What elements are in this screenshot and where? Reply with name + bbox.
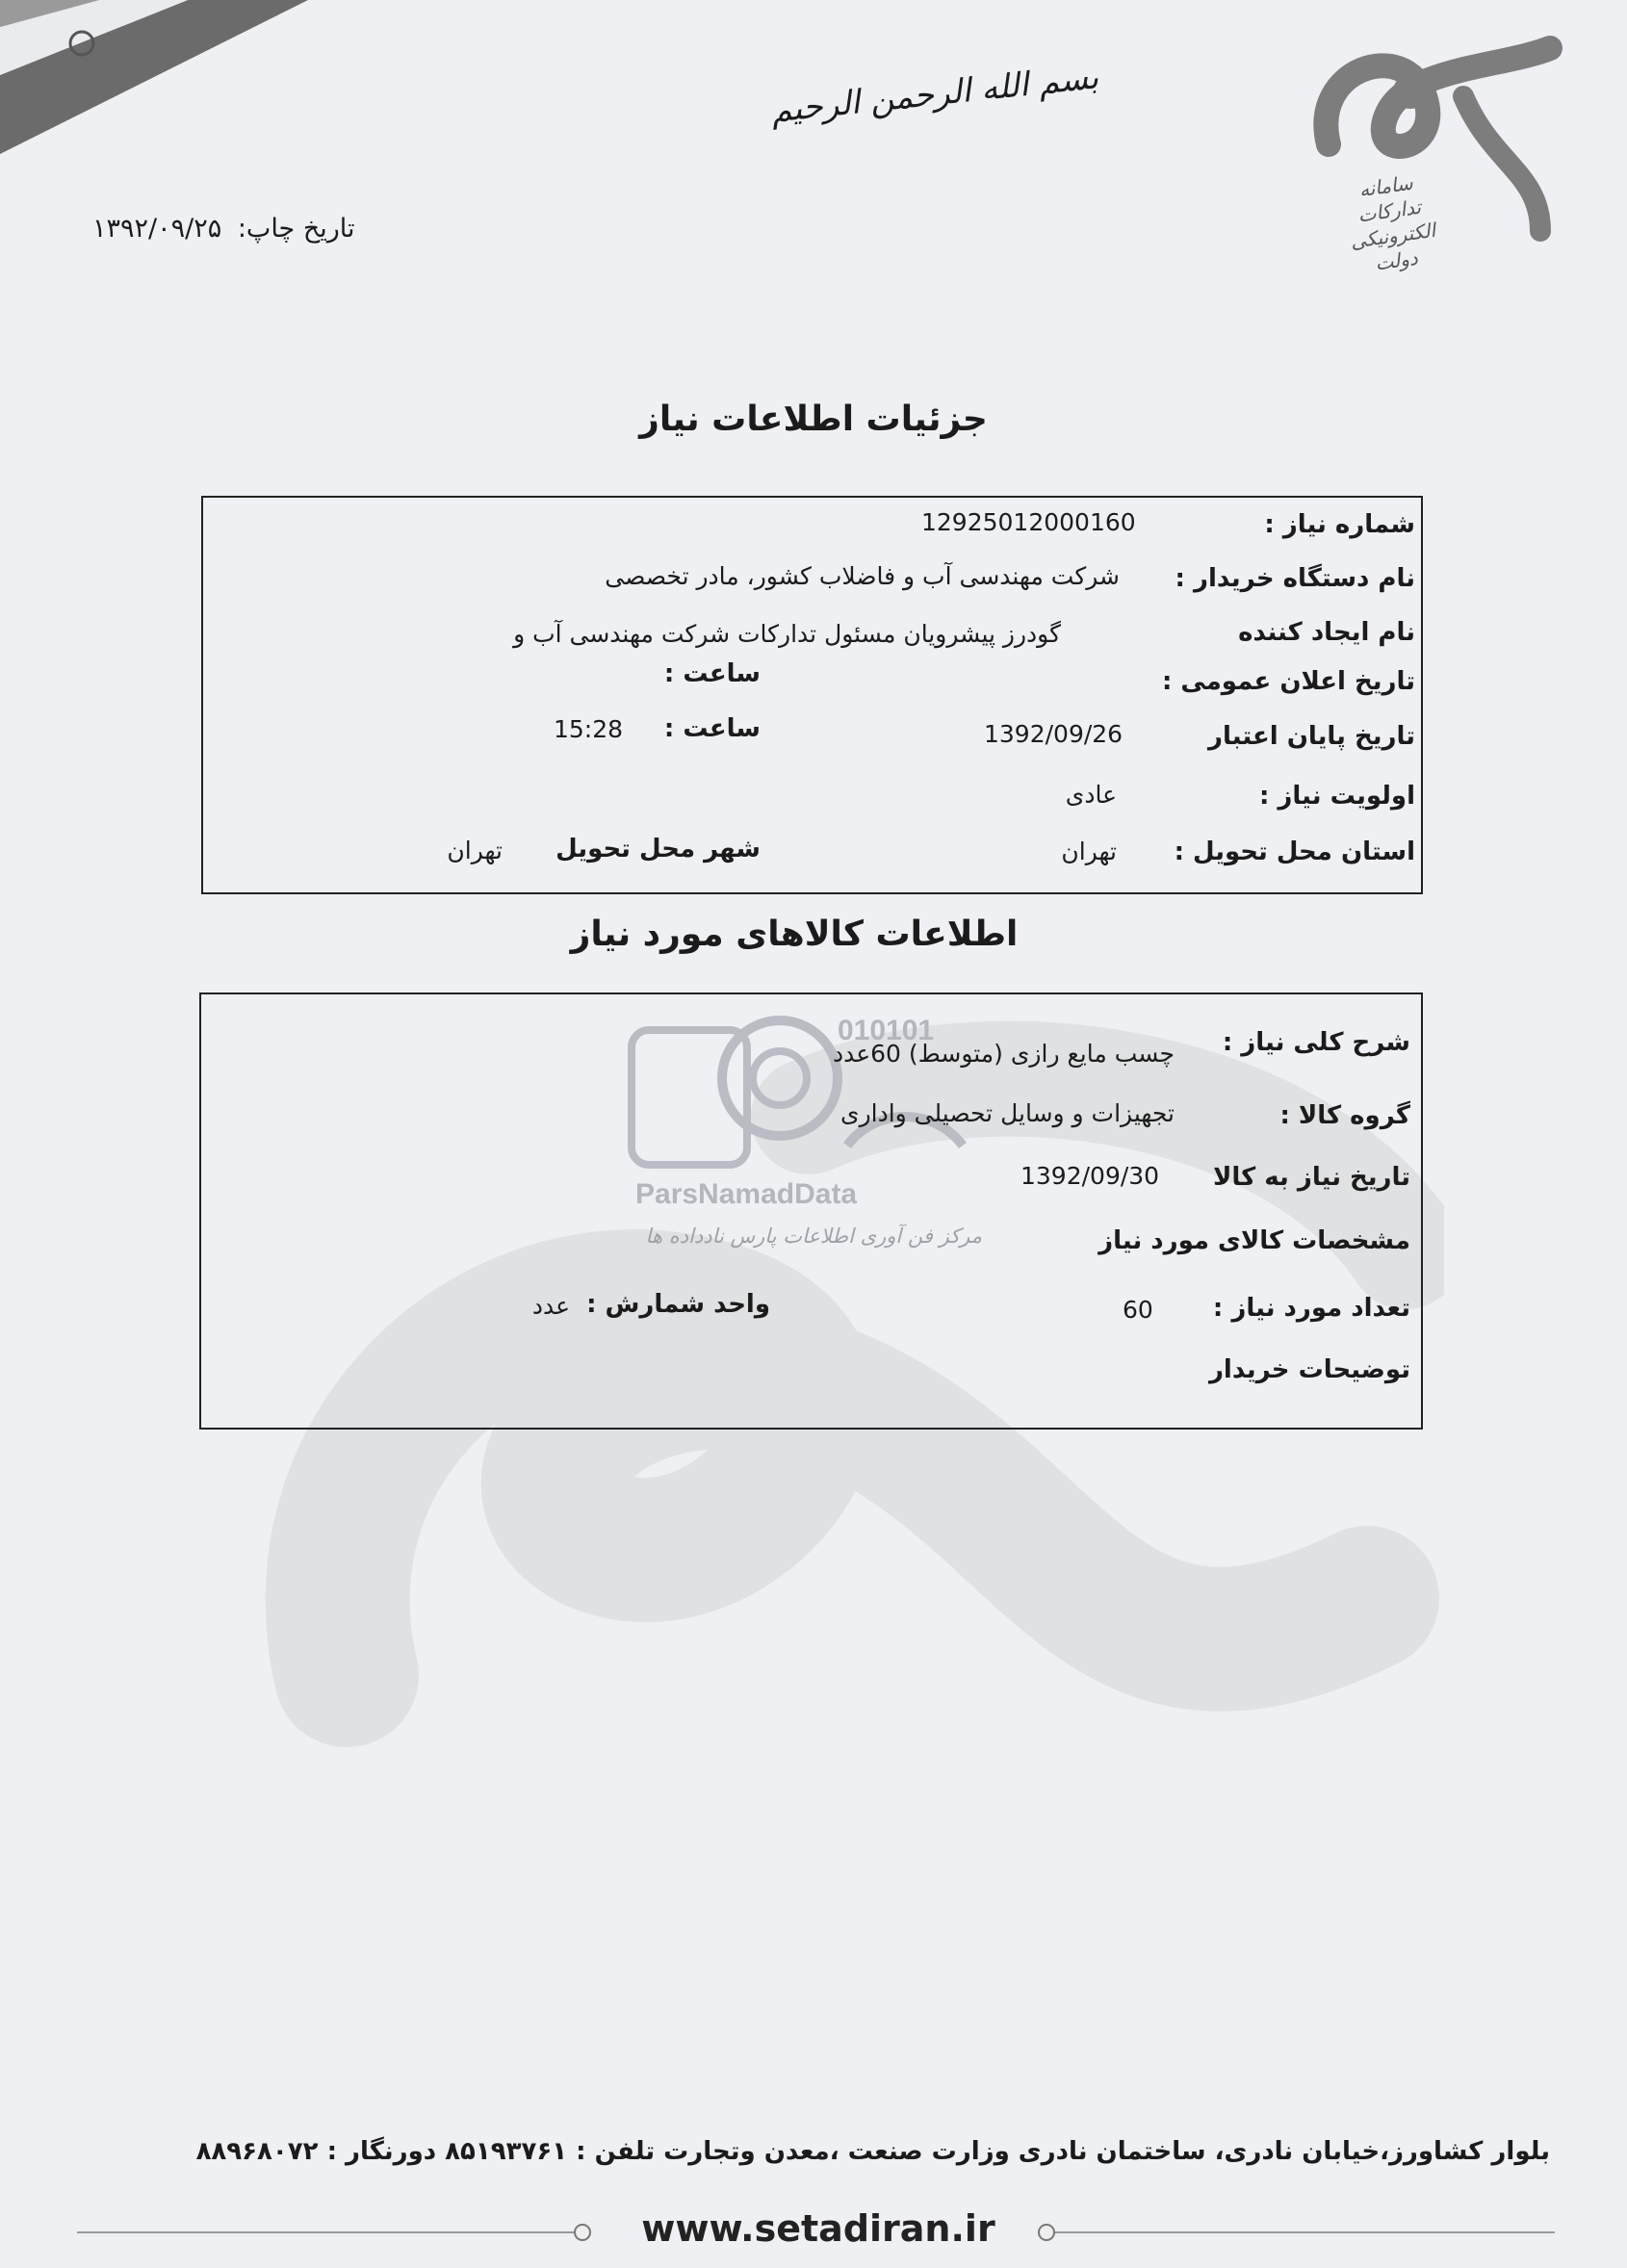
announce-date-label: تاریخ اعلان عمومی : xyxy=(1161,667,1415,696)
creator-label: نام ایجاد کننده xyxy=(1238,618,1415,647)
bismillah-calligraphy: بسم الله الرحمن الرحیم xyxy=(768,58,1100,131)
flag-stripe-decoration xyxy=(0,0,327,173)
buyer-label: نام دستگاه خریدار : xyxy=(1175,564,1415,593)
section-title-details: جزئیات اطلاعات نیاز xyxy=(639,399,988,439)
unit-value: عدد xyxy=(531,1292,570,1320)
group-value: تجهیزات و وسایل تحصیلی واداری xyxy=(840,1099,1175,1127)
need-number-label: شماره نیاز : xyxy=(1264,510,1415,539)
specs-label: مشخصات کالای مورد نیاز xyxy=(1098,1226,1410,1255)
stamp-digits: 010101 xyxy=(838,1015,935,1046)
need-date-label: تاریخ نیاز به کالا xyxy=(1212,1163,1410,1192)
expiry-label: تاریخ پایان اعتبار xyxy=(1208,722,1415,751)
expiry-date-value: 1392/09/26 xyxy=(984,720,1123,748)
group-label: گروه کالا : xyxy=(1279,1101,1410,1130)
qty-value: 60 xyxy=(1123,1296,1153,1324)
need-date-value: 1392/09/30 xyxy=(1020,1162,1160,1190)
province-value: تهران xyxy=(1061,838,1117,865)
buyer-value: شرکت مهندسی آب و فاضلاب کشور، مادر تخصصی xyxy=(605,562,1120,590)
priority-value: عادی xyxy=(1065,781,1117,809)
logo-caption-line: سامانه xyxy=(1357,170,1414,202)
province-label: استان محل تحویل : xyxy=(1174,838,1415,866)
expiry-time-value: 15:28 xyxy=(554,715,624,743)
desc-label: شرح کلی نیاز : xyxy=(1222,1028,1410,1057)
priority-label: اولویت نیاز : xyxy=(1258,782,1415,811)
section-title-goods: اطلاعات کالاهای مورد نیاز xyxy=(570,915,1019,954)
footer-divider-right xyxy=(1045,2231,1555,2233)
logo-caption-line: الکترونیکی xyxy=(1349,218,1437,253)
desc-value: چسب مایع رازی (متوسط) 60عدد xyxy=(832,1040,1175,1068)
print-date-value: ۱۳۹۲/۰۹/۲۵ xyxy=(92,214,222,244)
announce-time-label: ساعت : xyxy=(663,659,761,688)
print-date-label: تاریخ چاپ: xyxy=(237,214,355,244)
logo-caption-line: دولت xyxy=(1373,245,1420,275)
need-number-value: 12925012000160 xyxy=(921,508,1136,536)
buyer-notes-label: توضیحات خریدار xyxy=(1208,1355,1410,1384)
qty-label: تعداد مورد نیاز : xyxy=(1212,1294,1410,1323)
stamp-subtitle: مرکز فن آوری اطلاعات پارس نادداده ها xyxy=(645,1224,982,1248)
footer-divider-left xyxy=(77,2231,578,2233)
creator-value: گودرز پیشرویان مسئول تدارکات شرکت مهندسی آب و xyxy=(513,620,1061,648)
city-label: شهر محل تحویل xyxy=(555,835,761,863)
city-value: تهران xyxy=(447,837,503,864)
print-date xyxy=(85,214,355,244)
footer-website-link[interactable]: www.setadiran.ir xyxy=(641,2207,995,2250)
unit-label: واحد شمارش : xyxy=(586,1290,770,1319)
stamp-name: ParsNamadData xyxy=(635,1178,858,1210)
logo-caption-line: تدارکات xyxy=(1356,194,1423,227)
expiry-time-label: ساعت : xyxy=(663,714,761,743)
footer-address: بلوار کشاورز،خیابان نادری، ساختمان نادری وزارت صنعت ،معدن وتجارت تلفن : ۸۵۱۹۳۷۶۱ دورنگار : ۸۸۹۶۸۰۷۲ xyxy=(195,2137,1550,2166)
